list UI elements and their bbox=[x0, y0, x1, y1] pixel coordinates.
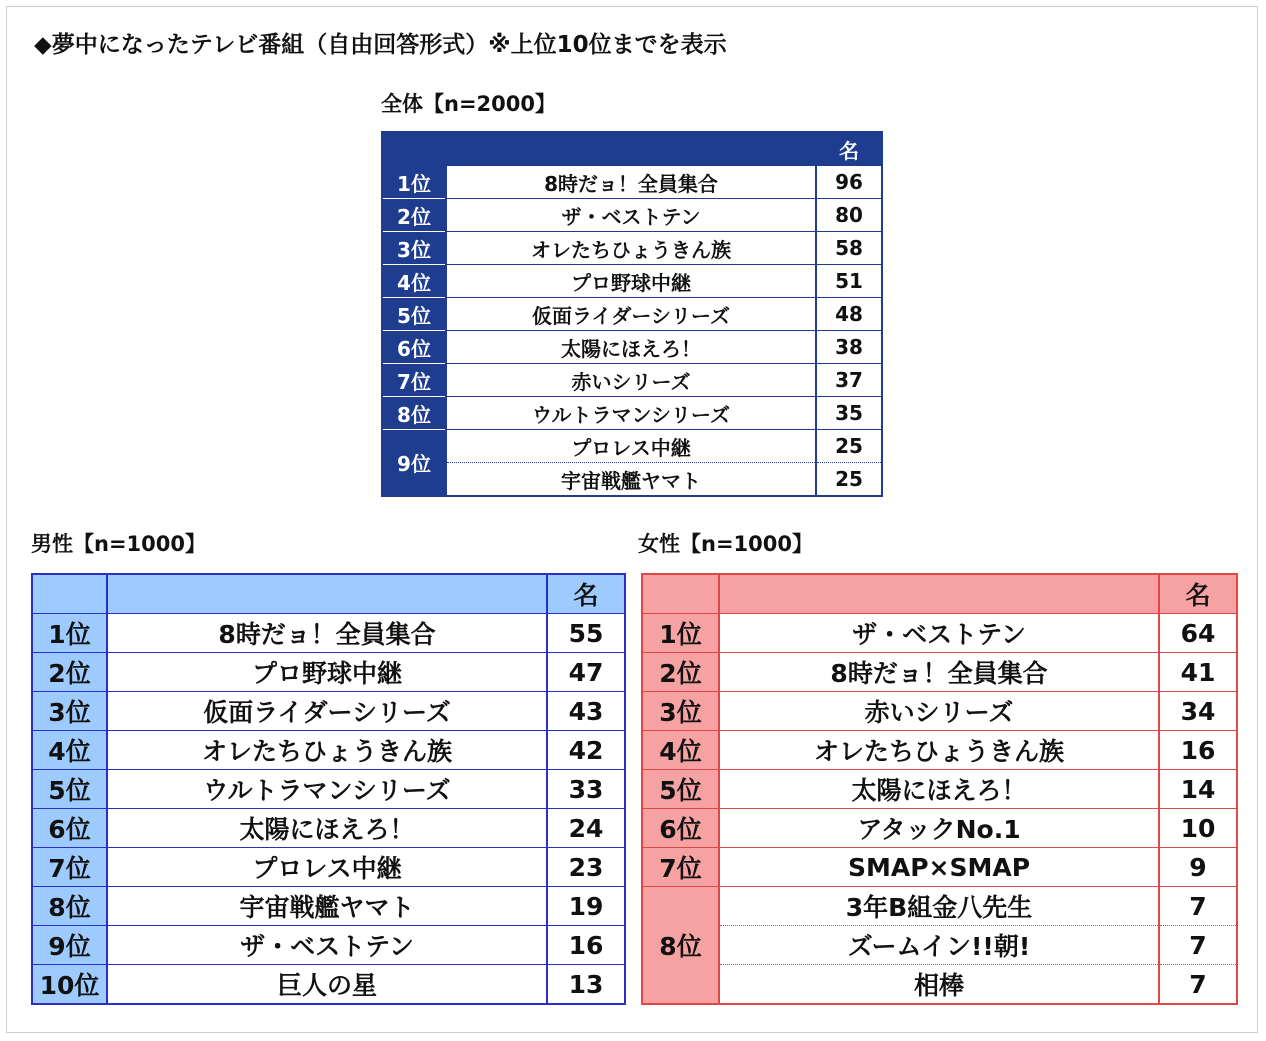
program-name-cell: ザ・ベストテン bbox=[107, 926, 547, 965]
count-value-cell: 64 bbox=[1159, 614, 1237, 653]
rank-header-cell bbox=[642, 574, 719, 614]
male-table-title: 男性【n=1000】 bbox=[31, 532, 206, 556]
program-name-cell: 3年B組金八先生 bbox=[719, 887, 1159, 926]
rank-cell: 2位 bbox=[32, 653, 107, 692]
count-value-cell: 7 bbox=[1159, 965, 1237, 1005]
rank-cell: 3位 bbox=[642, 692, 719, 731]
rank-cell: 1位 bbox=[642, 614, 719, 653]
rank-cell: 4位 bbox=[382, 265, 446, 298]
program-name-cell: 相棒 bbox=[719, 965, 1159, 1005]
rank-cell: 10位 bbox=[32, 965, 107, 1005]
rank-header-cell bbox=[32, 574, 107, 614]
table-row bbox=[642, 614, 1237, 653]
program-name-cell: アタックNo.1 bbox=[719, 809, 1159, 848]
table-row bbox=[642, 809, 1237, 848]
rank-cell: 1位 bbox=[382, 166, 446, 199]
rank-cell: 5位 bbox=[32, 770, 107, 809]
table-row bbox=[32, 809, 625, 848]
program-name-cell: 仮面ライダーシリーズ bbox=[446, 298, 816, 331]
table-row bbox=[32, 614, 625, 653]
count-value-cell: 16 bbox=[1159, 731, 1237, 770]
overall-ranking-table bbox=[381, 131, 883, 497]
count-value-cell: 13 bbox=[547, 965, 625, 1005]
count-value-cell: 23 bbox=[547, 848, 625, 887]
rank-cell: 6位 bbox=[642, 809, 719, 848]
table-row bbox=[642, 848, 1237, 887]
value-header-cell: 名 bbox=[547, 574, 625, 614]
rank-cell: 1位 bbox=[32, 614, 107, 653]
table-row bbox=[32, 965, 625, 1005]
count-value-cell: 25 bbox=[816, 430, 882, 463]
rank-cell: 8位 bbox=[642, 887, 719, 1005]
program-name-cell: 8時だョ！全員集合 bbox=[719, 653, 1159, 692]
program-header-cell bbox=[107, 574, 547, 614]
program-name-cell: SMAP×SMAP bbox=[719, 848, 1159, 887]
rank-cell: 2位 bbox=[382, 199, 446, 232]
count-value-cell: 55 bbox=[547, 614, 625, 653]
program-name-cell: 巨人の星 bbox=[107, 965, 547, 1005]
program-name-cell: オレたちひょうきん族 bbox=[446, 232, 816, 265]
table-row bbox=[32, 926, 625, 965]
program-header-cell bbox=[719, 574, 1159, 614]
table-row bbox=[642, 887, 1237, 926]
rank-cell: 7位 bbox=[32, 848, 107, 887]
table-row bbox=[382, 463, 882, 497]
table-row bbox=[382, 430, 882, 463]
program-name-cell: プロレス中継 bbox=[107, 848, 547, 887]
overall-table-title: 全体【n=2000】 bbox=[381, 92, 556, 116]
count-value-cell: 9 bbox=[1159, 848, 1237, 887]
count-value-cell: 96 bbox=[816, 166, 882, 199]
count-value-cell: 58 bbox=[816, 232, 882, 265]
female-ranking-table bbox=[641, 573, 1238, 1005]
rank-cell: 3位 bbox=[382, 232, 446, 265]
program-name-cell: 太陽にほえろ！ bbox=[719, 770, 1159, 809]
rank-cell: 2位 bbox=[642, 653, 719, 692]
rank-cell: 8位 bbox=[32, 887, 107, 926]
rank-cell: 9位 bbox=[382, 430, 446, 497]
program-name-cell: 太陽にほえろ！ bbox=[107, 809, 547, 848]
count-value-cell: 34 bbox=[1159, 692, 1237, 731]
table-row bbox=[382, 166, 882, 199]
table-row bbox=[382, 397, 882, 430]
table-row bbox=[382, 331, 882, 364]
male-ranking-table bbox=[31, 573, 626, 1005]
program-name-cell: 仮面ライダーシリーズ bbox=[107, 692, 547, 731]
count-value-cell: 19 bbox=[547, 887, 625, 926]
table-row bbox=[382, 232, 882, 265]
count-value-cell: 10 bbox=[1159, 809, 1237, 848]
count-value-cell: 25 bbox=[816, 463, 882, 497]
program-header-cell bbox=[446, 132, 816, 166]
program-name-cell: ズームイン!!朝! bbox=[719, 926, 1159, 965]
figure-title: ◆夢中になったテレビ番組（自由回答形式）※上位10位までを表示 bbox=[34, 32, 727, 58]
count-value-cell: 38 bbox=[816, 331, 882, 364]
program-name-cell: 8時だョ！全員集合 bbox=[446, 166, 816, 199]
program-name-cell: 8時だョ！全員集合 bbox=[107, 614, 547, 653]
program-name-cell: ウルトラマンシリーズ bbox=[446, 397, 816, 430]
header-row bbox=[32, 574, 625, 614]
count-value-cell: 14 bbox=[1159, 770, 1237, 809]
program-name-cell: プロ野球中継 bbox=[446, 265, 816, 298]
count-value-cell: 33 bbox=[547, 770, 625, 809]
rank-cell: 7位 bbox=[382, 364, 446, 397]
program-name-cell: 太陽にほえろ！ bbox=[446, 331, 816, 364]
count-value-cell: 16 bbox=[547, 926, 625, 965]
count-value-cell: 24 bbox=[547, 809, 625, 848]
count-value-cell: 80 bbox=[816, 199, 882, 232]
count-value-cell: 7 bbox=[1159, 926, 1237, 965]
table-row bbox=[32, 848, 625, 887]
program-name-cell: プロレス中継 bbox=[446, 430, 816, 463]
count-value-cell: 41 bbox=[1159, 653, 1237, 692]
table-row bbox=[32, 692, 625, 731]
program-name-cell: 赤いシリーズ bbox=[719, 692, 1159, 731]
rank-cell: 8位 bbox=[382, 397, 446, 430]
count-value-cell: 48 bbox=[816, 298, 882, 331]
count-value-cell: 7 bbox=[1159, 887, 1237, 926]
program-name-cell: ウルトラマンシリーズ bbox=[107, 770, 547, 809]
header-row bbox=[642, 574, 1237, 614]
table-row bbox=[32, 770, 625, 809]
program-name-cell: 赤いシリーズ bbox=[446, 364, 816, 397]
rank-cell: 5位 bbox=[642, 770, 719, 809]
table-row bbox=[32, 887, 625, 926]
table-row bbox=[642, 965, 1237, 1005]
rank-cell: 4位 bbox=[32, 731, 107, 770]
table-row bbox=[642, 926, 1237, 965]
table-row bbox=[382, 364, 882, 397]
table-row bbox=[642, 653, 1237, 692]
table-row bbox=[642, 731, 1237, 770]
program-name-cell: プロ野球中継 bbox=[107, 653, 547, 692]
program-name-cell: ザ・ベストテン bbox=[446, 199, 816, 232]
rank-cell: 6位 bbox=[382, 331, 446, 364]
rank-cell: 3位 bbox=[32, 692, 107, 731]
table-row bbox=[382, 298, 882, 331]
rank-cell: 6位 bbox=[32, 809, 107, 848]
value-header-cell: 名 bbox=[1159, 574, 1237, 614]
female-table-title: 女性【n=1000】 bbox=[638, 532, 813, 556]
program-name-cell: 宇宙戦艦ヤマト bbox=[446, 463, 816, 497]
program-name-cell: オレたちひょうきん族 bbox=[107, 731, 547, 770]
program-name-cell: 宇宙戦艦ヤマト bbox=[107, 887, 547, 926]
header-row bbox=[382, 132, 882, 166]
count-value-cell: 51 bbox=[816, 265, 882, 298]
count-value-cell: 35 bbox=[816, 397, 882, 430]
table-row bbox=[382, 265, 882, 298]
rank-cell: 5位 bbox=[382, 298, 446, 331]
count-value-cell: 37 bbox=[816, 364, 882, 397]
rank-cell: 7位 bbox=[642, 848, 719, 887]
rank-cell: 9位 bbox=[32, 926, 107, 965]
rank-cell: 4位 bbox=[642, 731, 719, 770]
table-row bbox=[382, 199, 882, 232]
count-value-cell: 42 bbox=[547, 731, 625, 770]
table-row bbox=[642, 692, 1237, 731]
rank-header-cell bbox=[382, 132, 446, 166]
table-row bbox=[642, 770, 1237, 809]
value-header-cell: 名 bbox=[816, 132, 882, 166]
count-value-cell: 47 bbox=[547, 653, 625, 692]
count-value-cell: 43 bbox=[547, 692, 625, 731]
table-row bbox=[32, 653, 625, 692]
program-name-cell: ザ・ベストテン bbox=[719, 614, 1159, 653]
table-row bbox=[32, 731, 625, 770]
program-name-cell: オレたちひょうきん族 bbox=[719, 731, 1159, 770]
